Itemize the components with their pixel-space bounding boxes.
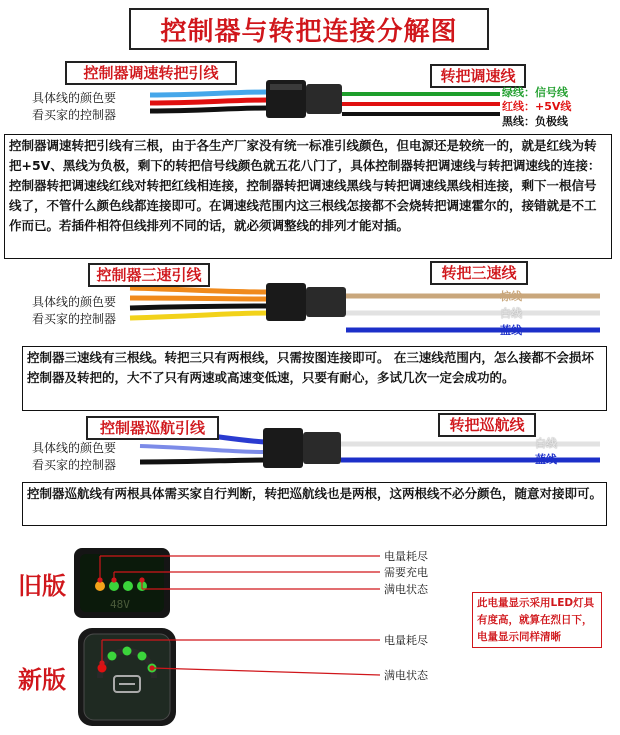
- new-callout-empty: 电量耗尽: [384, 634, 428, 647]
- new-version-label: 新版: [18, 666, 66, 694]
- side-note-line: 看买家的控制器: [32, 458, 117, 472]
- page-title-text: 控制器与转把连接分解图: [160, 16, 458, 47]
- section2-throttle-wires: [346, 296, 600, 330]
- wire-tag-green: 绿线：信号线: [502, 86, 568, 99]
- section2-connector: [266, 283, 346, 321]
- section1-connector: [266, 80, 342, 118]
- wire-tag-white-cruise: 白线: [535, 437, 557, 450]
- new-version-display: [78, 628, 176, 726]
- old-version-label: 旧版: [18, 572, 66, 600]
- controller-cruise-lead-label: 控制器巡航引线: [86, 416, 219, 440]
- led-note: 此电量显示采用LED灯具有度高，就算在烈日下，电量显示同样清晰: [472, 592, 602, 648]
- wire-tag-brown: 棕线: [500, 290, 522, 303]
- section3-side-note: [32, 440, 116, 474]
- new-callout-full: 满电状态: [384, 669, 428, 682]
- old-callout-need-charge: 需要充电: [384, 566, 428, 579]
- controller-speed-lead-label: 控制器调速转把引线: [65, 61, 237, 85]
- section2-controller-wires: [130, 288, 268, 318]
- side-note-line: 具体线的颜色要: [32, 441, 117, 455]
- section2-side-note: [32, 294, 116, 328]
- wire-tag-blue: 蓝线: [500, 324, 522, 337]
- wire-tag-blue-cruise: 蓝线: [535, 453, 557, 466]
- section3-throttle-wires: [341, 444, 600, 460]
- controller-three-speed-label: 控制器三速引线: [88, 263, 210, 287]
- section1-throttle-wires: [342, 94, 500, 114]
- side-note-line: 具体线的颜色要: [32, 91, 117, 105]
- wire-tag-white: 白线: [500, 307, 522, 320]
- throttle-cruise-wire-label: 转把巡航线: [438, 413, 536, 437]
- old-callout-empty: 电量耗尽: [384, 550, 428, 563]
- section1-controller-wires: [150, 92, 268, 111]
- section3-description: 控制器巡航线有两根具体需买家自行判断，转把巡航线也是两根，这两根线不必分颜色，随意对接即可。: [22, 482, 607, 526]
- throttle-speed-wire-label: 转把调速线: [430, 64, 526, 88]
- section2-description: 控制器三速线有三根线。转把三只有两根线，只需按图连接即可。 在三速线范围内，怎么接都不会损坏控制器及转把的，大不了只有两速或高速变低速，只要有耐心，多试几次一定会成功的。: [22, 346, 607, 411]
- side-note-line: 看买家的控制器: [32, 312, 117, 326]
- wire-tag-red: 红线：+5V线: [502, 100, 572, 113]
- section1-description: 控制器调速转把引线有三根，由于各生产厂家没有统一标准引线颜色，但电源还是较统一的，就是红线为转把+5V、黑线为负极，剩下的转把信号线颜色就五花八门了，具体控制器转把调速线与转把调速线的连接：控制器转把调速线红线对转把红线相连接，控制器转把调速线黑线与转把调速线黑线相连接，剩下一根信号线了，不管什么颜色线都连接即可。在调速线范围内这三根线怎接都不会烧转把调速霍尔的，接错就是不工作而已。若插件相符但线排列不同的话，就必须调整线的排列才能对插。: [4, 134, 612, 259]
- throttle-three-speed-label: 转把三速线: [430, 261, 528, 285]
- side-note-line: 具体线的颜色要: [32, 295, 117, 309]
- old-callout-full: 满电状态: [384, 583, 428, 596]
- side-note-line: 看买家的控制器: [32, 108, 117, 122]
- wire-tag-black: 黑线：负极线: [502, 115, 568, 128]
- old-version-display-voltage: 48V: [110, 598, 130, 611]
- section3-connector: [263, 428, 341, 468]
